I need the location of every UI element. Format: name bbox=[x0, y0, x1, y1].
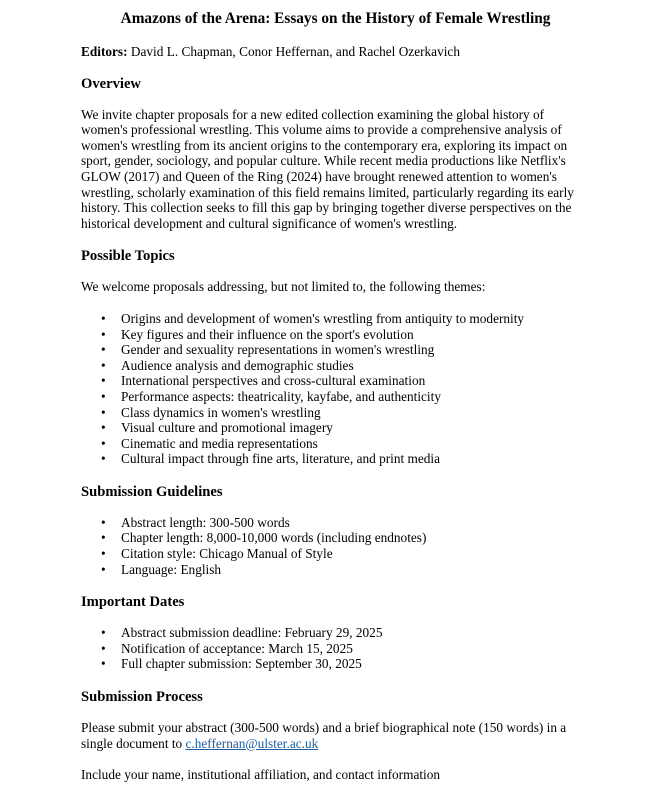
include-paragraph: Include your name, institutional affiliation, and contact information bbox=[81, 767, 441, 783]
list-item: • Citation style: Chicago Manual of Style bbox=[121, 546, 590, 562]
topics-intro: We welcome proposals addressing, but not limited to, the following themes: bbox=[81, 279, 486, 295]
list-item: • Language: English bbox=[121, 562, 590, 578]
editors-line bbox=[81, 44, 590, 60]
list-item: • Cultural impact through fine arts, literature, and print media bbox=[121, 451, 590, 467]
overview-heading: Overview bbox=[81, 75, 141, 92]
list-item: • Chapter length: 8,000-10,000 words (including endnotes) bbox=[121, 530, 590, 546]
dates-list bbox=[81, 625, 590, 672]
list-item: • Key figures and their influence on the sport's evolution bbox=[121, 327, 590, 343]
topics-list bbox=[81, 311, 590, 467]
overview-paragraph: We invite chapter proposals for a new edited collection examining the global history of women's professional wrestling. This volume aims to provide a comprehensive analysis of women's wrestling from its ancient origins to the contemporary era, exploring its impact on sport, gender, sociology, and popular culture. While recent media productions like Netflix's GLOW (2017) and Queen of the Ring (2024) have brought renewed attention to women's wrestling, scholarly examination of this field remains limited, particularly regarding its early history. This collection seeks to fill this gap by bringing together diverse perspectives on the historical development and cultural significance of women's wrestling. bbox=[81, 106, 574, 231]
list-item: • Visual culture and promotional imagery bbox=[121, 420, 590, 436]
list-item: • Class dynamics in women's wrestling bbox=[121, 405, 590, 421]
list-item: • Performance aspects: theatricality, kayfabe, and authenticity bbox=[121, 389, 590, 405]
process-text: Please submit your abstract (300-500 words) and a brief biographical note (150 words) in a single document to bbox=[81, 720, 567, 751]
list-item: • Gender and sexuality representations in women's wrestling bbox=[121, 342, 590, 358]
guidelines-heading: Submission Guidelines bbox=[81, 483, 223, 500]
list-item: • Origins and development of women's wrestling from antiquity to modernity bbox=[121, 311, 590, 327]
list-item: • Full chapter submission: September 30, 2025 bbox=[121, 656, 590, 672]
list-item: • Abstract submission deadline: February 29, 2025 bbox=[121, 625, 590, 641]
process-heading: Submission Process bbox=[81, 689, 203, 706]
list-item: • Notification of acceptance: March 15, 2025 bbox=[121, 641, 590, 657]
document-title: Amazons of the Arena: Essays on the History of Female Wrestling bbox=[120, 10, 551, 27]
email-link[interactable]: c.heffernan@ulster.ac.uk bbox=[185, 735, 319, 751]
editors-names: David L. Chapman, Conor Heffernan, and Rachel Ozerkavich bbox=[127, 44, 460, 59]
list-item: • Abstract length: 300-500 words bbox=[121, 515, 590, 531]
topics-heading: Possible Topics bbox=[81, 248, 175, 265]
dates-heading: Important Dates bbox=[81, 594, 185, 611]
guidelines-list bbox=[81, 515, 590, 577]
editors-label: Editors: bbox=[81, 44, 128, 59]
list-item: • International perspectives and cross-cultural examination bbox=[121, 373, 590, 389]
list-item: • Cinematic and media representations bbox=[121, 436, 590, 452]
process-paragraph bbox=[81, 720, 590, 751]
list-item: • Audience analysis and demographic studies bbox=[121, 358, 590, 374]
